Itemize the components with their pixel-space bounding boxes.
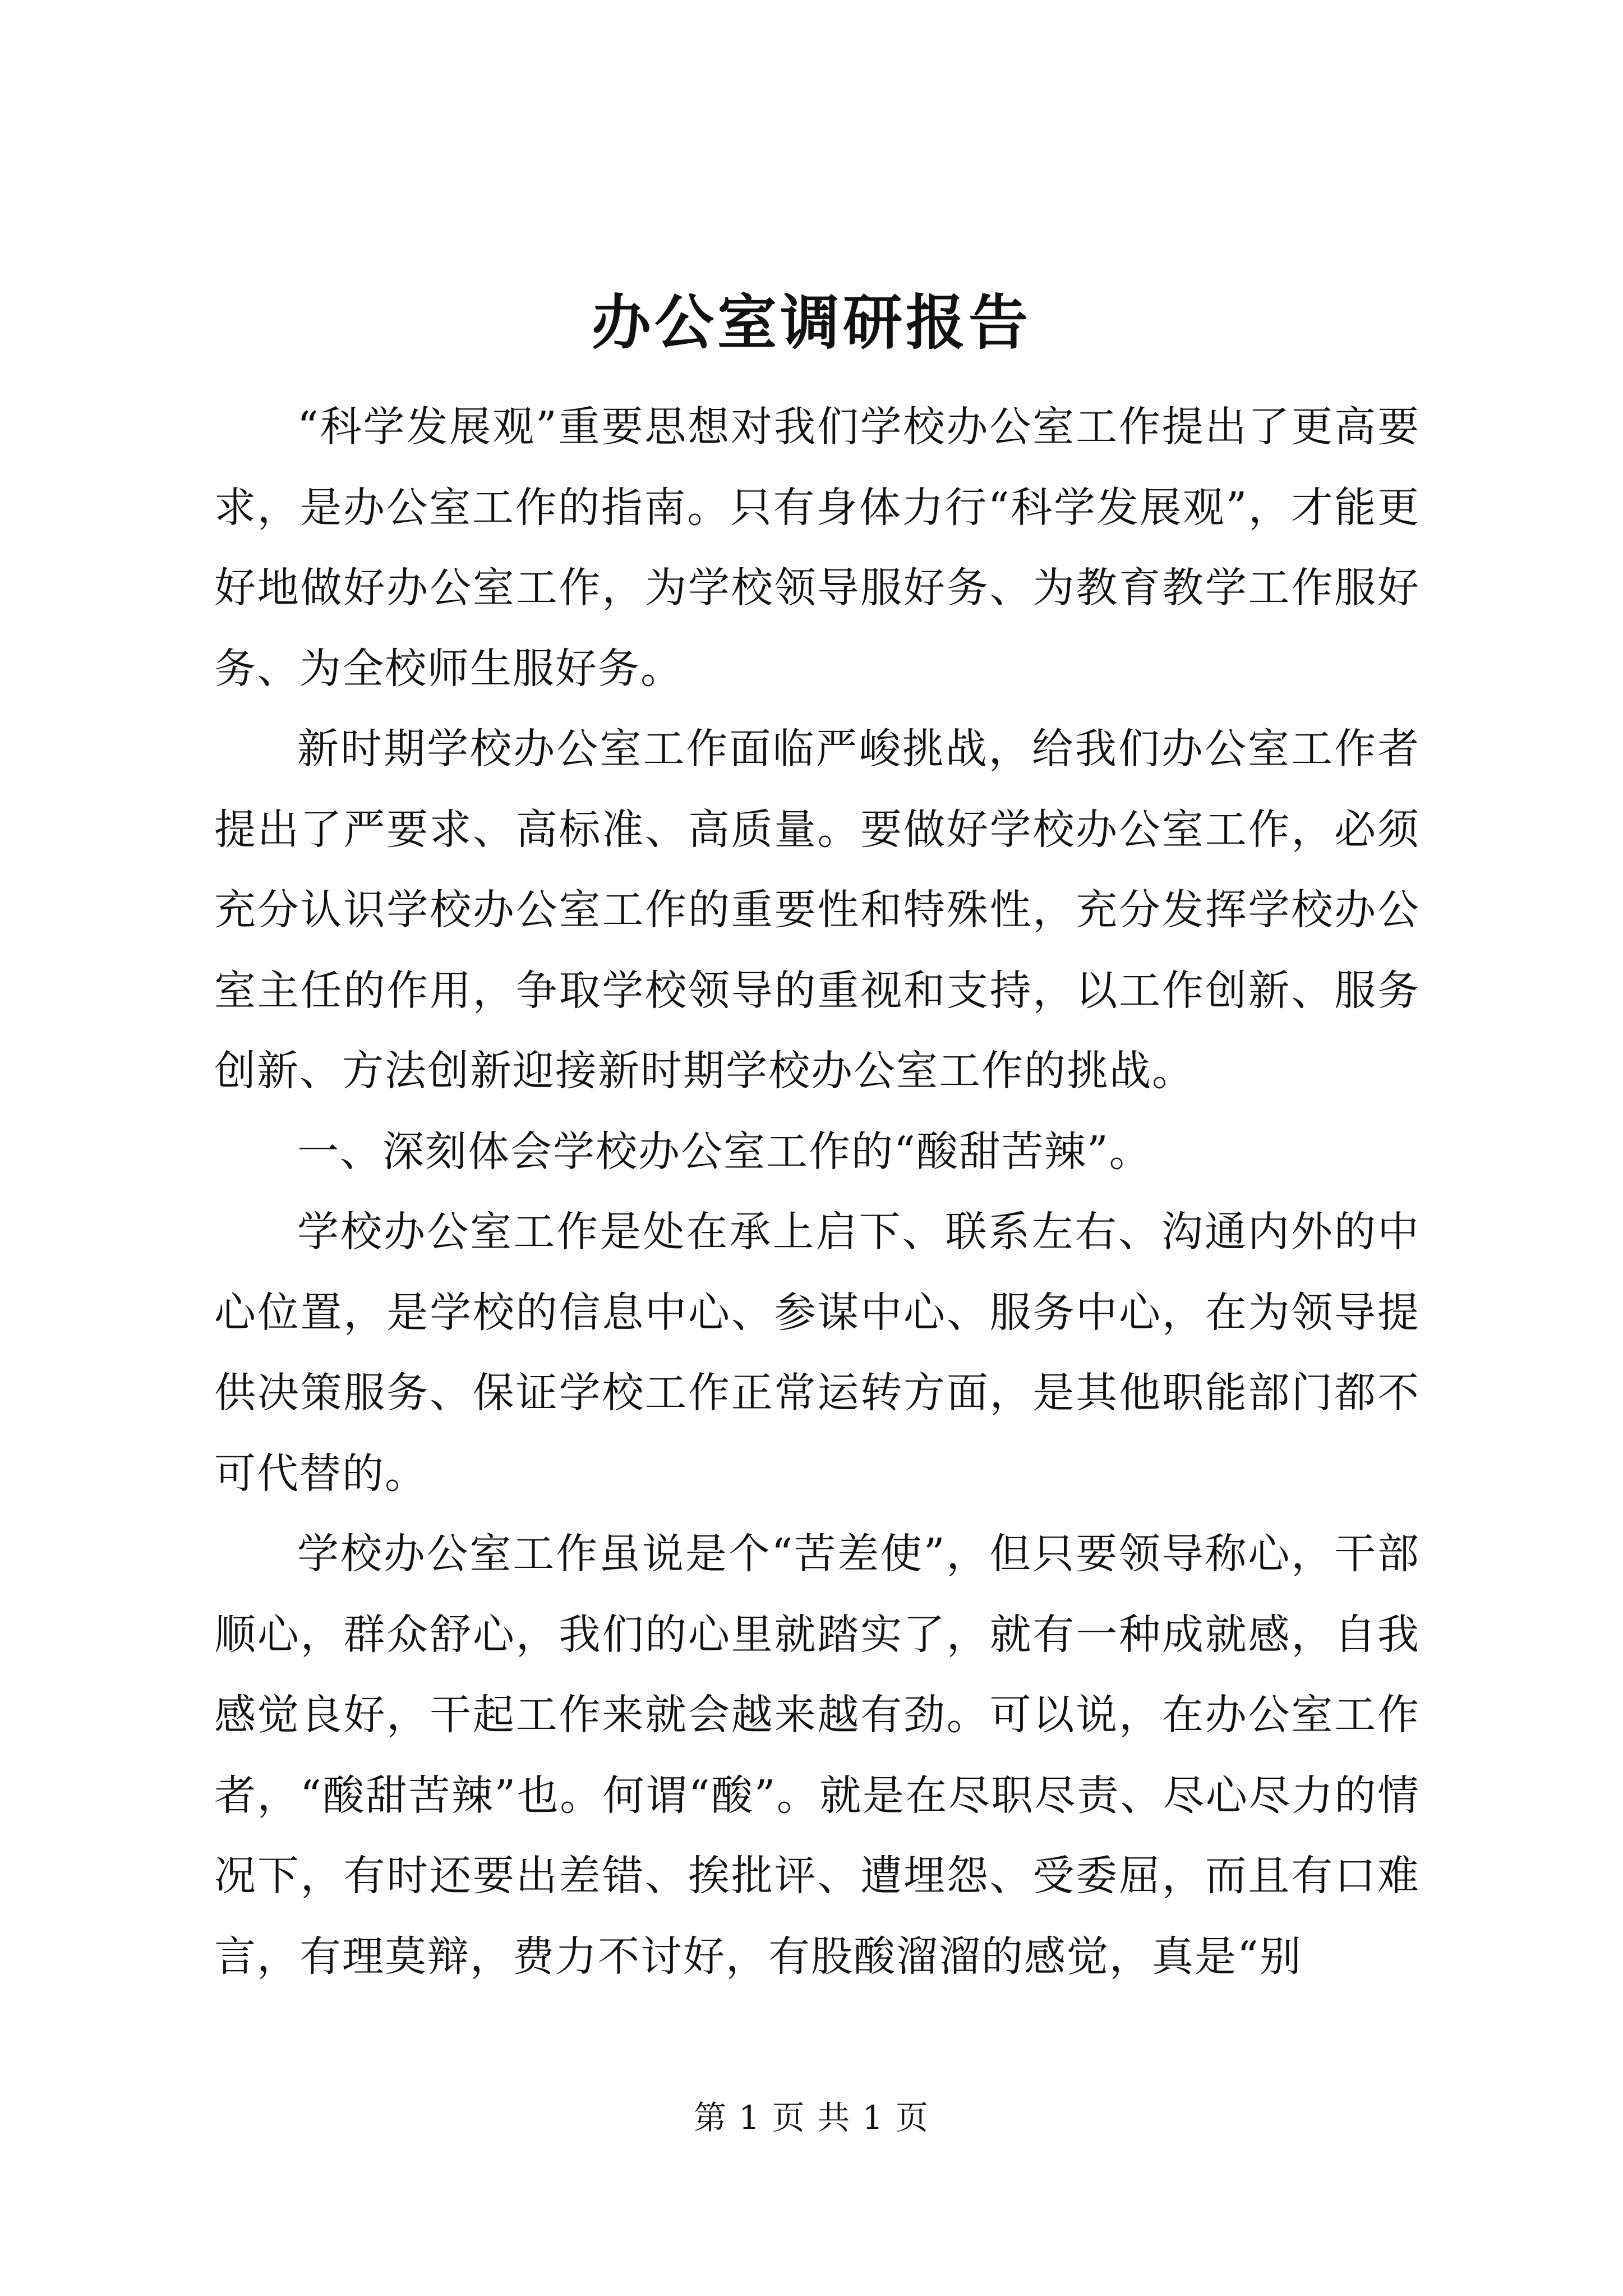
section-heading-1: 一、深刻体会学校办公室工作的“酸甜苦辣”。 bbox=[297, 1127, 1152, 1176]
document-title: 办公室调研报告 bbox=[592, 287, 1031, 357]
page-footer: 第 1 页 共 1 页 bbox=[694, 2099, 929, 2137]
document-body bbox=[214, 387, 1420, 1997]
paragraph-3: 学校办公室工作是处在承上启下、联系左右、沟通内外的中心位置，是学校的信息中心、参谋中心、服务中心，在为领导提供决策服务、保证学校工作正常运转方面，是其他职能部门都不可代替的。 bbox=[214, 1208, 1420, 1498]
paragraph-2: 新时期学校办公室工作面临严峻挑战，给我们办公室工作者提出了严要求、高标准、高质量。要做好学校办公室工作，必须充分认识学校办公室工作的重要性和特殊性，充分发挥学校办公室主任的作用，争取学校领导的重视和支持，以工作创新、服务创新、方法创新迎接新时期学校办公室工作的挑战。 bbox=[214, 725, 1420, 1095]
paragraph-4: 学校办公室工作虽说是个“苦差使”，但只要领导称心，干部顺心，群众舒心，我们的心里就踏实了，就有一种成就感，自我感觉良好，干起工作来就会越来越有劲。可以说，在办公室工作者，“酸甜苦辣”也。何谓“酸”。就是在尽职尽责、尽心尽力的情况下，有时还要出差错、挨批评、遭埋怨、受委屈，而且有口难言，有理莫辩，费力不讨好，有股酸溜溜的感觉，真是“别 bbox=[214, 1530, 1420, 1981]
paragraph-1: “科学发展观”重要思想对我们学校办公室工作提出了更高要求，是办公室工作的指南。只有身体力行“科学发展观”，才能更好地做好办公室工作，为学校领导服好务、为教育教学工作服好务、为全校师生服好务。 bbox=[214, 403, 1420, 693]
